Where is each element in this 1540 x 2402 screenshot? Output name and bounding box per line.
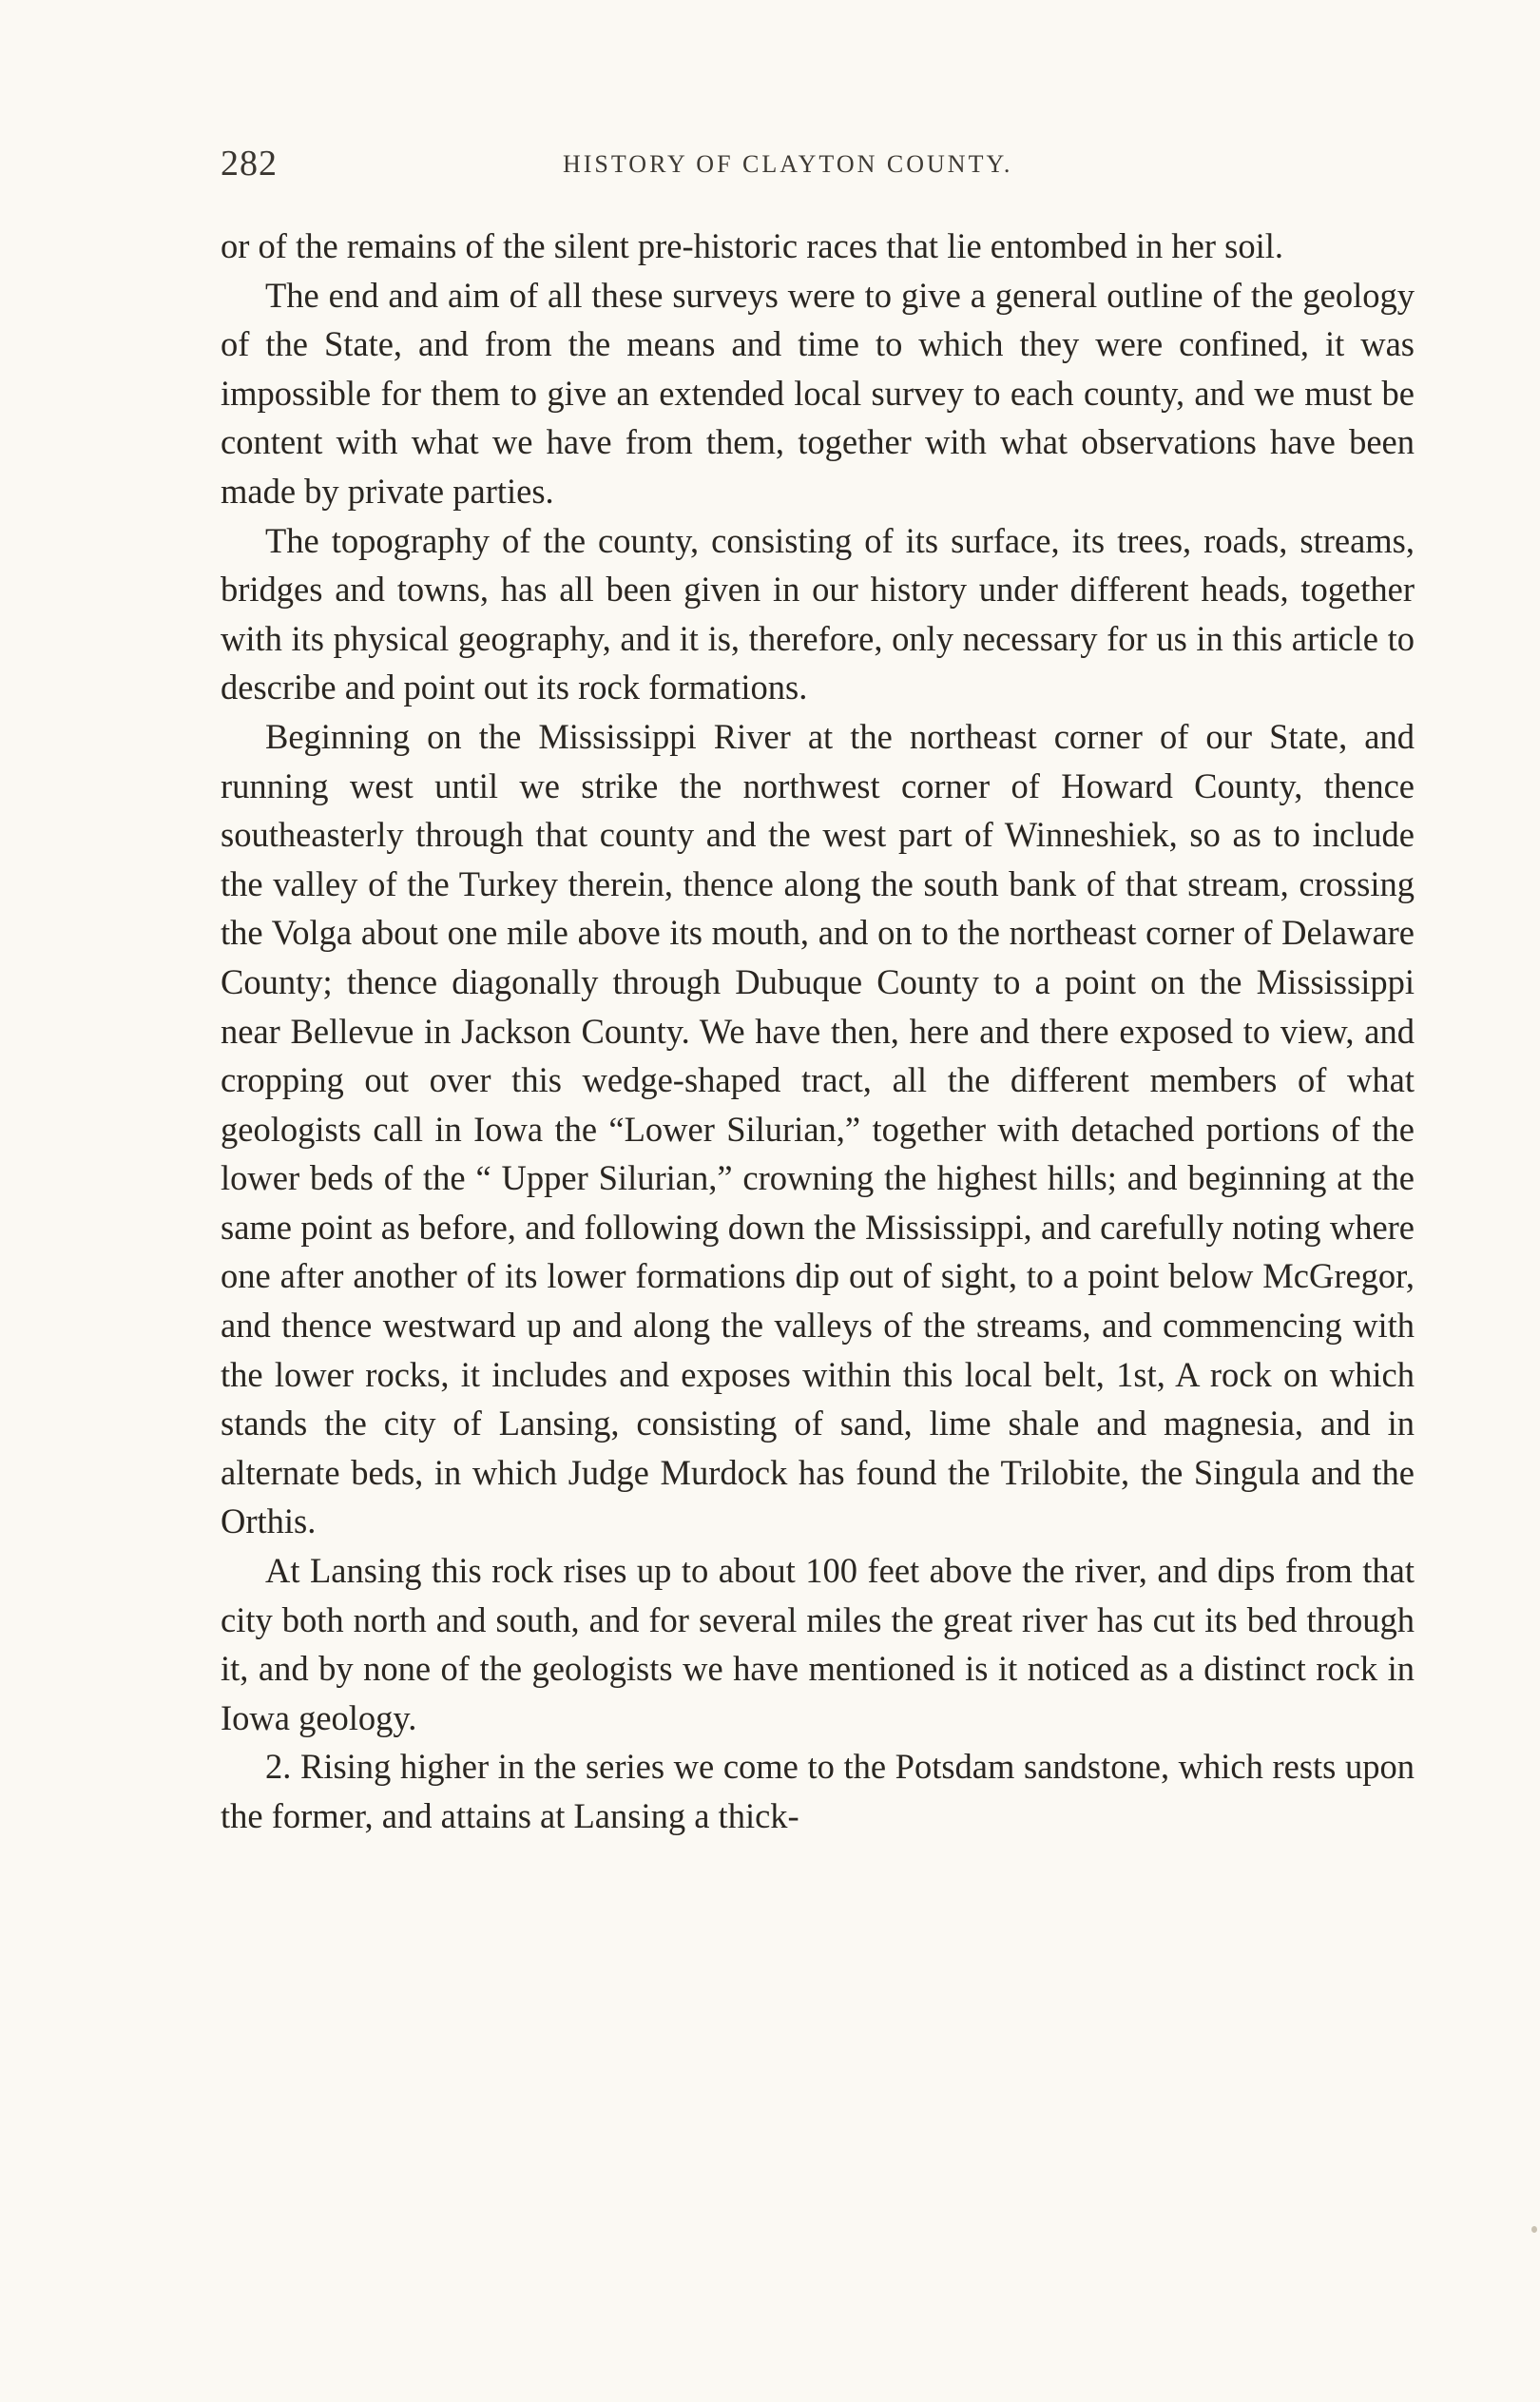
running-head xyxy=(221,143,1415,200)
running-head-title: HISTORY OF CLAYTON COUNTY. xyxy=(563,150,1013,178)
paragraph-surveys: The end and aim of all these surveys were to give a general outline of the geology of the State, and from the means and time to which they were confined, it was impossible for them to give an extended local survey to each county, and we must be content with what we have from them, together with what observations have been made by private parties. xyxy=(221,275,1415,511)
paper-speck xyxy=(1531,2226,1537,2233)
body-text xyxy=(221,222,1415,1841)
paragraph-topography: The topography of the county, consisting of its surface, its trees, roads, streams, bridges and towns, has all been given in our history under different heads, together with its physical geography, and it is, therefore, only necessary for us in this article to describe and point out its rock formations. xyxy=(221,520,1415,707)
paragraph-beginning: Beginning on the Mississippi River at the northeast corner of our State, and running west until we strike the northwest corner of Howard County, thence southeasterly through that county and the west part of Winneshiek, so as to include the valley of the Turkey therein, thence along the south bank of that stream, crossing the Volga about one mile above its mouth, and on to the northeast corner of Delaware County; thence diagonally through Dubuque County to a point on the Mississippi near Bellevue in Jackson County. We have then, here and there exposed to view, and cropping out over this wedge-shaped tract, all the different members of what geologists call in Iowa the “Lower Silurian,” together with detached portions of the lower beds of the “ Upper Silurian,” crowning the highest hills; and beginning at the same point as before, and following down the Mississippi, and carefully noting where one after another of its lower formations dip out of sight, to a point below McGregor, and thence westward up and along the valleys of the streams, and commencing with the lower rocks, it includes and exposes within this local belt, 1st, A rock on which stands the city of Lansing, consisting of sand, lime shale and magnesia, and in alternate beds, in which Judge Murdock has found the Trilobite, the Singula and the Orthis. xyxy=(221,716,1415,1541)
page-number: 282 xyxy=(221,144,278,184)
paragraph-lansing: At Lansing this rock rises up to about 100 feet above the river, and dips from that city both north and south, and for several miles the great river has cut its bed through it, and by none of the geologists we have mentioned is it noticed as a distinct rock in Iowa geology. xyxy=(221,1551,1415,1737)
paragraph-continued: or of the remains of the silent pre-historic races that lie entombed in her soil. xyxy=(221,226,1283,265)
paragraph-potsdam: 2. Rising higher in the series we come to the Potsdam sandstone, which rests upon the former, and attains at Lansing a thick- xyxy=(221,1747,1415,1835)
